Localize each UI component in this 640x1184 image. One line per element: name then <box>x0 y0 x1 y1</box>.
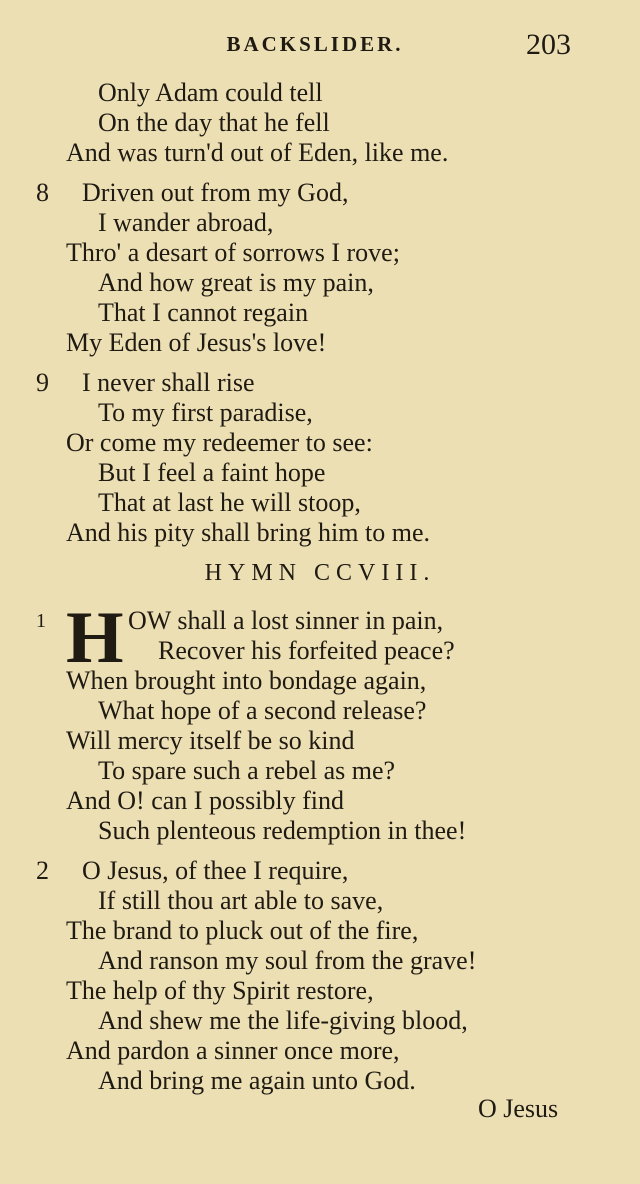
hymn-title: HYMN CCVIII. <box>204 560 436 586</box>
catchword: O Jesus <box>478 1094 559 1123</box>
verse-line: That I cannot regain <box>98 298 309 327</box>
verse-line: Or come my redeemer to see: <box>66 428 373 457</box>
verse-line: But I feel a faint hope <box>98 458 326 487</box>
stanza-number: 1 <box>36 610 46 632</box>
verse-line: When brought into bondage again, <box>66 666 427 695</box>
verse-line: To my first paradise, <box>98 398 313 427</box>
stanza-number: 9 <box>36 368 49 397</box>
stanza-number: 2 <box>36 856 49 885</box>
verse-line: And shew me the life-giving blood, <box>98 1006 468 1035</box>
verse-line: What hope of a second release? <box>98 696 427 725</box>
verse-line: Such plenteous redemption in thee! <box>98 816 467 845</box>
verse-line: O Jesus, of thee I require, <box>82 856 349 885</box>
verse-line: OW shall a lost sinner in pain, <box>128 606 444 635</box>
verse-line: My Eden of Jesus's love! <box>66 328 327 357</box>
verse-line: The help of thy Spirit restore, <box>66 976 374 1005</box>
verse-line: Only Adam could tell <box>98 78 323 107</box>
verse-line: And how great is my pain, <box>98 268 374 297</box>
verse-line: I wander abroad, <box>98 208 274 237</box>
running-header: BACKSLIDER. <box>226 32 404 56</box>
verse-line: And O! can I possibly find <box>66 786 345 815</box>
verse-line: On the day that he fell <box>98 108 330 137</box>
verse-line: The brand to pluck out of the fire, <box>66 916 419 945</box>
stanza-number: 8 <box>36 178 49 207</box>
drop-cap: H <box>66 597 124 679</box>
verse-line: If still thou art able to save, <box>98 886 384 915</box>
page-number: 203 <box>526 28 571 61</box>
verse-line: And pardon a sinner once more, <box>66 1036 400 1065</box>
verse-line: That at last he will stoop, <box>98 488 361 517</box>
verse-line: Driven out from my God, <box>82 178 349 207</box>
verse-line: And his pity shall bring him to me. <box>66 518 430 547</box>
verse-line: Thro' a desart of sorrows I rove; <box>66 238 400 267</box>
verse-line: And bring me again unto God. <box>98 1066 416 1095</box>
verse-line: And ranson my soul from the grave! <box>98 946 477 975</box>
verse-line: Will mercy itself be so kind <box>66 726 355 755</box>
verse-line: To spare such a rebel as me? <box>98 756 396 785</box>
verse-line: And was turn'd out of Eden, like me. <box>66 138 449 167</box>
verse-line: I never shall rise <box>82 368 255 397</box>
verse-line: Recover his forfeited peace? <box>158 636 455 665</box>
